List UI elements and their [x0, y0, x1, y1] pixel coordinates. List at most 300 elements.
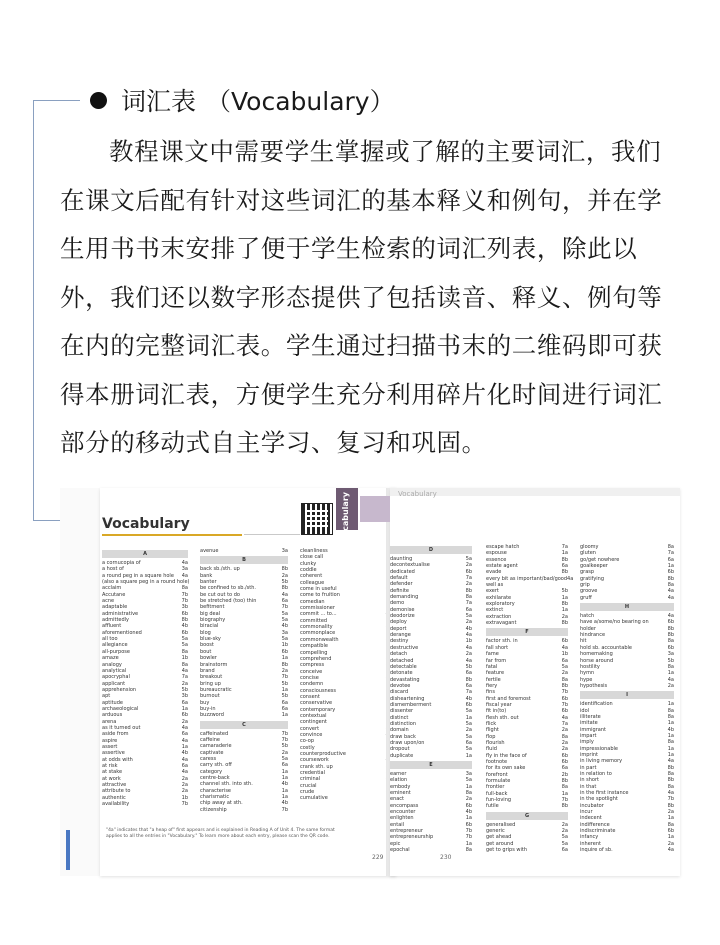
vocab-word: gloomy [580, 544, 599, 550]
vocab-unit: 6b [465, 568, 472, 575]
vocab-word: avenue [200, 548, 219, 554]
vocab-unit: 6a [561, 563, 568, 570]
letter-header: G [486, 812, 568, 820]
page-number-left: 229 [372, 854, 384, 861]
letter-header: A [102, 550, 188, 558]
vocab-word: epochal [390, 847, 410, 854]
vocab-word: definite [390, 587, 409, 594]
vocab-unit: 4a [465, 657, 472, 664]
vocab-unit: 6a [561, 657, 568, 664]
vocab-word: contemporary [300, 706, 336, 713]
vocab-unit: 6b [667, 828, 674, 835]
vocab-unit: 2a [281, 572, 288, 579]
vocab-word: clunky [300, 560, 317, 567]
vocab-word: hindrance [580, 632, 606, 639]
vocab-unit: 4a [181, 667, 188, 674]
vocab-word: demanding [390, 594, 419, 601]
vocab-column [300, 548, 392, 802]
vocab-unit: 4a [465, 644, 472, 651]
vocab-unit: 2b [561, 771, 568, 778]
section-heading [90, 84, 395, 120]
vocab-word: comedian [300, 598, 325, 605]
vocab-word: have a/some/no bearing on [580, 619, 649, 626]
vocab-unit: 8a [181, 585, 188, 592]
vocab-unit: 8a [465, 790, 472, 797]
vocab-word: inherent [580, 840, 601, 847]
vocab-word: burnout [200, 693, 220, 700]
vocab-unit: 5a [561, 834, 568, 841]
vocab-word: befitment [200, 604, 225, 611]
vocab-unit: 1a [667, 745, 674, 752]
vocab-unit: 8a [181, 648, 188, 655]
vocab-unit: 4b [181, 750, 188, 757]
vocab-word: comprehend [300, 655, 332, 662]
vocab-unit: 8b [181, 617, 188, 624]
vocab-word: crucial [300, 782, 317, 789]
vocab-unit: 8b [561, 778, 568, 785]
vocab-entry [300, 795, 392, 801]
vocab-word: estate agent [486, 563, 518, 570]
vocab-unit: 7a [561, 720, 568, 727]
vocab-word: dropout [390, 746, 410, 753]
vocab-word: condemn [300, 681, 324, 688]
vocab-word: commit ... to... [300, 611, 337, 618]
vocab-word: buy [200, 699, 210, 706]
vocab-word: eminent [390, 790, 411, 797]
vocab-unit: 1b [281, 642, 288, 649]
vocab-word: co-op [300, 738, 315, 745]
vocab-word: flop [486, 733, 496, 740]
vocab-word: at odds with [102, 756, 133, 763]
vocab-word: dedicated [390, 568, 415, 575]
vocab-word: dissenter [390, 708, 414, 715]
vocab-unit: 8b [667, 632, 674, 639]
vocab-word: consent [300, 693, 320, 700]
vocab-unit: 7b [561, 701, 568, 708]
vocab-word: charismatic [200, 794, 230, 801]
vocab-unit: 8a [465, 594, 472, 601]
vocab-word: every bit as important/bad/good [486, 575, 568, 582]
heading-title: 词汇表 [121, 87, 197, 116]
vocab-word: imitate [580, 720, 598, 727]
vocab-unit: 8a [667, 771, 674, 777]
vocab-unit: 6b [181, 712, 188, 719]
vocab-unit: 4b [281, 623, 288, 630]
vocab-word: distinction [390, 720, 417, 727]
vocab-unit: 8a [561, 733, 568, 740]
vocab-word: (also a square peg in a round hole) [102, 579, 190, 586]
vocab-word: admittedly [102, 617, 130, 624]
vocab-entry [200, 807, 288, 813]
vocab-unit: 7a [465, 689, 472, 696]
vocab-unit: 4a [667, 790, 674, 797]
vocab-word: in the spotlight [580, 796, 618, 803]
vocab-word: detach [390, 651, 408, 658]
vocab-word: derange [390, 632, 411, 639]
vocab-column [486, 544, 574, 854]
vocab-word: hatch [580, 613, 595, 620]
vocab-unit: 8b [561, 620, 568, 627]
vocab-word: cumulative [300, 795, 328, 802]
vocab-word: far from [486, 657, 507, 664]
vocab-word: gluten [580, 550, 596, 557]
vocab-unit: 2a [667, 682, 674, 689]
vocab-word: bowler [200, 655, 217, 662]
vocab-word: grasp [580, 569, 595, 576]
vocab-word: flight [486, 727, 499, 734]
vocab-word: compress [300, 662, 325, 669]
vocab-word: decontextualise [390, 562, 430, 569]
vocab-unit: 8b [561, 569, 568, 576]
vocab-word: acclaim [102, 585, 122, 592]
vocab-word: factor sth. in [486, 638, 518, 645]
vocab-word: for its own sake [486, 765, 526, 772]
vocab-word: coherent [300, 573, 323, 580]
vocab-unit: 1a [281, 686, 288, 693]
vocab-unit: 8b [667, 575, 674, 582]
vocab-word: at risk [102, 763, 118, 769]
vocab-unit: 7b [281, 604, 288, 611]
vocab-unit: 1a [667, 720, 674, 727]
vocab-unit: 6b [667, 569, 674, 576]
vocab-unit: 5a [181, 642, 188, 649]
vocab-unit: 6b [465, 821, 472, 828]
vocab-word: at work [102, 775, 121, 782]
vocab-unit: 7b [561, 797, 568, 804]
vocab-word: holder [580, 625, 596, 632]
vocab-word: centre-back [200, 775, 230, 781]
vocab-unit: 5a [281, 636, 288, 643]
vocab-word: get ahead [486, 834, 512, 841]
vocab-word: fit in(to) [486, 708, 507, 715]
vocab-word: encompass [390, 802, 419, 809]
vocab-word: hymn [580, 670, 595, 677]
vocab-word: arduous [102, 712, 123, 719]
vocab-unit: 7a [561, 544, 568, 550]
letter-header: H [580, 603, 674, 611]
vocab-word: in living memory [580, 758, 623, 765]
vocab-unit: 5a [281, 617, 288, 624]
vocab-word: at stake [102, 769, 123, 776]
vocab-unit: 3a [281, 629, 288, 636]
vocab-word: exhilarate [486, 594, 512, 601]
vocab-word: enact [390, 796, 405, 803]
vocab-unit: 1a [561, 550, 568, 557]
vocab-word: be cut out to do [200, 591, 240, 598]
vocab-unit: 8a [465, 847, 472, 854]
vocab-unit: 6b [561, 695, 568, 702]
vocab-word: aptitude [102, 699, 123, 706]
vocab-unit: 5b [561, 588, 568, 595]
vocab-unit: 4a [181, 737, 188, 744]
vocab-word: gratifying [580, 575, 605, 582]
letter-header: F [486, 628, 568, 636]
vocab-word: impressionable [580, 745, 618, 752]
vocab-word: footnote [486, 759, 508, 765]
vocab-word: allegiance [102, 642, 128, 649]
vocab-word: detached [390, 657, 414, 664]
vocab-word: extravagant [486, 620, 517, 627]
vocab-word: hold sb. accountable [580, 644, 632, 651]
vocab-word: destructive [390, 644, 419, 651]
vocab-word: banter [200, 579, 217, 586]
vocab-word: homemaking [580, 651, 613, 658]
vocab-word: hostility [580, 663, 600, 670]
vocab-column [580, 544, 674, 853]
vocab-unit: 1a [281, 794, 288, 801]
vocab-unit: 2a [181, 775, 188, 782]
vocab-word: conceive [300, 668, 323, 675]
vocab-unit: 8b [465, 587, 472, 594]
vocab-unit: 1a [667, 563, 674, 570]
vocab-unit: 2a [561, 739, 568, 746]
vocab-unit: 6a [561, 765, 568, 772]
vocab-word: epic [390, 840, 401, 847]
vocab-word: category [200, 768, 223, 775]
vocab-word: close call [300, 554, 324, 561]
vocab-word: bring up [200, 680, 221, 687]
vocabulary-tab-label: Vocabulary [341, 492, 350, 543]
vocab-word: authentic [102, 794, 126, 801]
vocab-word: fins [486, 689, 495, 696]
vocab-unit: 5a [465, 720, 472, 727]
footnote: "4a" indicates that "a heap of" first appears and is explained in Reading A of Unit 4. The same format applies to all the entries in "Vocabulary." To learn more about each entry, please scan the QR code. [106, 828, 335, 839]
vocab-word: fluid [486, 746, 497, 753]
vocab-word: hype [580, 676, 593, 683]
vocab-word: administrative [102, 610, 139, 617]
vocab-unit: 6a [281, 699, 288, 706]
vocab-unit: 5b [465, 663, 472, 670]
vocab-unit: 5a [465, 733, 472, 740]
vocab-unit: 6b [561, 759, 568, 765]
letter-header: E [390, 761, 472, 769]
vocab-unit: 6a [561, 847, 568, 854]
letter-header: C [200, 721, 288, 729]
vocab-unit: 4b [181, 623, 188, 630]
vocab-word: blue-sky [200, 636, 221, 643]
vocab-word: assertive [102, 750, 125, 757]
bullet-icon [90, 92, 107, 109]
vocab-word: coursework [300, 757, 329, 764]
book-spread-image [60, 488, 674, 876]
vocab-word: deport [390, 625, 407, 632]
vocab-unit: 7b [281, 736, 288, 743]
vocab-word: captivate [200, 749, 224, 756]
vocab-unit: 8a [667, 713, 674, 720]
vocab-unit: 4a [561, 714, 568, 721]
vocab-word: aforementioned [102, 629, 142, 636]
vocab-word: amaze [102, 655, 119, 662]
vocab-word: apt [102, 693, 111, 700]
vocab-unit: 4a [465, 632, 472, 639]
vocab-unit: 2a [465, 619, 472, 626]
vocab-word: apocryphal [102, 674, 130, 681]
vocab-word: indiscriminate [580, 828, 616, 835]
vocab-word: futile [486, 803, 499, 810]
vocab-entry [390, 847, 472, 853]
vocab-word: commonality [300, 624, 333, 631]
vocab-word: channel sth. into sth. [200, 781, 253, 788]
vocab-unit: 2a [561, 727, 568, 734]
vocab-unit: 6b [181, 610, 188, 617]
vocab-unit: 4b [465, 625, 472, 632]
vocab-word: infancy [580, 834, 599, 841]
vocab-unit: 8b [281, 661, 288, 668]
vocab-unit: 2a [667, 840, 674, 847]
vocab-unit: 1a [667, 732, 674, 739]
vocab-unit: 6a [465, 670, 472, 677]
vocab-word: frontier [486, 784, 505, 791]
vocab-unit: 8a [667, 821, 674, 828]
vocab-entry [486, 847, 568, 853]
vocab-unit: 3a [181, 566, 188, 573]
vocab-word: commonplace [300, 630, 336, 637]
vocab-word: demo [390, 600, 405, 607]
vocab-word: feature [486, 670, 505, 677]
vocab-word: acne [102, 598, 115, 605]
vocab-word: a cornucopia of [102, 560, 141, 566]
vocab-word: disheartening [390, 695, 425, 702]
vocab-word: concise [300, 674, 319, 681]
vocab-word: generalised [486, 821, 516, 828]
vocab-unit: 1a [561, 790, 568, 797]
vocab-word: evade [486, 569, 502, 576]
vocab-unit: 1a [281, 655, 288, 662]
vocab-word: demonise [390, 606, 415, 613]
vocab-unit: 5b [281, 680, 288, 687]
vocab-unit: 5a [181, 636, 188, 643]
vocab-word: flourish [486, 739, 505, 746]
vocab-unit: 6b [181, 629, 188, 636]
vocab-unit: 2a [281, 749, 288, 756]
vocab-unit: 4a [181, 572, 188, 579]
vocab-entry [102, 801, 188, 807]
vocab-word: characterise [200, 787, 232, 794]
title-underline [102, 534, 242, 536]
vocab-unit: 1a [281, 787, 288, 794]
vocab-unit: 8b [667, 625, 674, 632]
vocab-unit: 1a [181, 705, 188, 712]
vocab-word: caress [200, 755, 217, 762]
vocab-word: consciousness [300, 687, 337, 694]
vocab-unit: 5a [465, 556, 472, 562]
vocab-unit: 8b [561, 682, 568, 689]
description-paragraph: 教程课文中需要学生掌握或了解的主要词汇，我们在课文后配有针对这些词汇的基本释义和例句，并在学生用书书末安排了便于学生检索的词汇列表，除此以外，我们还以数字形态提供了包括读音、释义、例句等在内的完整词汇表。学生通过扫描书末的二维码即可获得本册词汇表，方便学生充分利用碎片化时间进行词汇部分的移动式自主学习、复习和巩固。 [60, 137, 663, 457]
vocab-unit: 2a [667, 809, 674, 816]
vocab-unit: 6a [465, 606, 472, 613]
left-page [100, 488, 396, 876]
vocab-unit: 4b [465, 809, 472, 816]
title-rule [244, 534, 300, 535]
vocab-word: convert [300, 725, 320, 732]
vocab-word: idol [580, 707, 590, 714]
vocab-word: colleague [300, 579, 325, 586]
vocab-unit: 2a [181, 782, 188, 789]
vocab-word: contextual [300, 712, 327, 719]
page-edge-strip [66, 830, 70, 870]
vocab-word: entrepreneur [390, 828, 423, 835]
vocab-unit: 8a [667, 544, 674, 550]
vocab-unit: 4a [181, 756, 188, 763]
vocab-word: in the first instance [580, 790, 629, 797]
vocab-word: hit [580, 638, 587, 645]
vocab-unit: 8a [561, 784, 568, 791]
vocab-unit: 8a [667, 739, 674, 746]
vocab-word: daunting [390, 556, 413, 562]
vocab-word: in part [580, 764, 597, 771]
vocab-word: buzzword [200, 712, 224, 719]
vocab-unit: 2a [465, 727, 472, 734]
vocab-column [200, 548, 288, 813]
vocab-word: as it turned out [102, 724, 141, 731]
vocab-word: formulate [486, 778, 511, 785]
vocab-word: flick [486, 720, 497, 727]
vocab-unit: 4b [281, 800, 288, 807]
vocab-entry [200, 712, 288, 718]
vocab-word: carry sth. off [200, 762, 232, 769]
vocab-unit: 4a [281, 591, 288, 598]
vocab-unit: 1a [281, 775, 288, 781]
letter-header: I [580, 691, 674, 699]
right-page [390, 488, 680, 876]
vocab-unit: 5a [561, 663, 568, 670]
vocab-word: escape hatch [486, 544, 520, 550]
vocab-unit: 8b [667, 802, 674, 809]
vocab-unit: 8b [281, 566, 288, 573]
vocab-unit: 7b [281, 806, 288, 813]
vocab-unit: 1a [465, 815, 472, 822]
vocab-word: inquire of sb. [580, 847, 613, 854]
vocab-unit: 7b [281, 674, 288, 681]
vocab-word: deodorize [390, 613, 415, 620]
vocab-word: bout [200, 648, 212, 655]
vocab-word: biracial [200, 623, 219, 630]
right-page-title: Vocabulary [398, 490, 437, 498]
vocab-unit: 7b [561, 689, 568, 696]
vocab-unit: 6b [561, 752, 568, 759]
vocab-entry [486, 620, 568, 626]
vocab-unit: 6b [561, 638, 568, 645]
vocab-entry [390, 753, 472, 759]
vocab-word: coddle [300, 567, 317, 574]
vocab-word: contingent [300, 719, 327, 726]
vocab-word: enlighten [390, 815, 414, 822]
vocab-unit: 6a [181, 699, 188, 706]
vocab-word: indifference [580, 821, 610, 828]
vocab-word: assert [102, 743, 118, 750]
vocab-word: attribute to [102, 788, 131, 795]
vocab-unit: 4b [281, 781, 288, 788]
vocab-word: compatible [300, 643, 328, 650]
vocab-unit: 2a [465, 562, 472, 569]
vocab-word: breakout [200, 674, 223, 681]
vocab-unit: 8a [667, 582, 674, 589]
vocab-entry [486, 803, 568, 809]
vocab-unit: 1a [667, 751, 674, 758]
vocab-unit: 2a [181, 718, 188, 725]
vocab-unit: 8a [561, 676, 568, 683]
vocab-word: exert [486, 588, 499, 595]
vocab-word: buy-in [200, 705, 216, 712]
heading-subtitle: （Vocabulary） [206, 87, 395, 116]
vocab-unit: 4a [567, 575, 574, 582]
vocab-word: caffeinated [200, 730, 229, 737]
vocab-word: draw upon/on [390, 739, 425, 746]
vocab-word: embody [390, 783, 411, 790]
vocab-unit: 6b [465, 802, 472, 809]
vocab-unit: 5b [281, 579, 288, 586]
vocab-unit: 8b [667, 764, 674, 771]
